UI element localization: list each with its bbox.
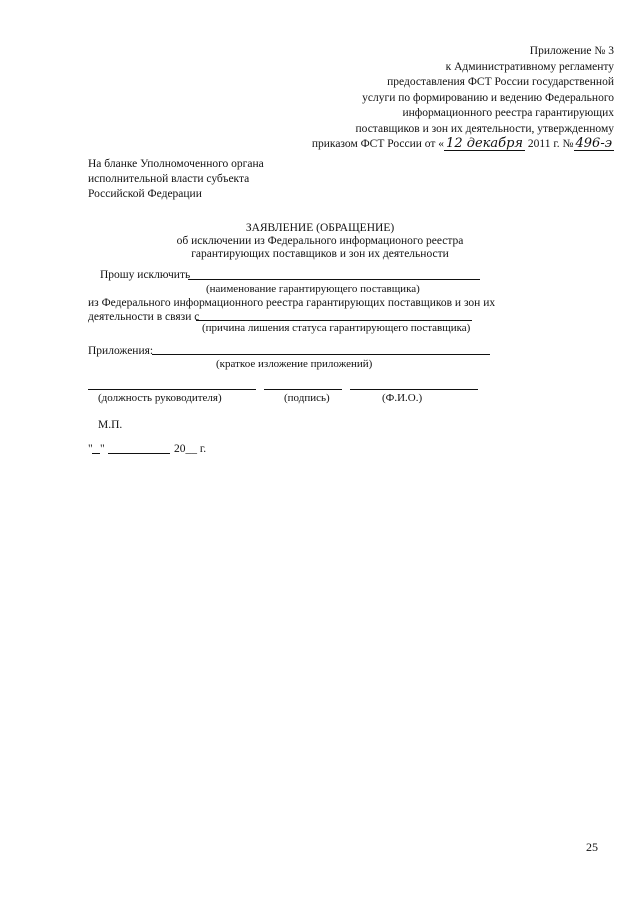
- reason-label: деятельности в связи с: [88, 311, 200, 323]
- stamp-label: М.П.: [98, 419, 123, 431]
- position-caption: (должность руководителя): [98, 392, 222, 404]
- letterhead-line: Российской Федерации: [88, 188, 202, 200]
- order-year: 2011 г. №: [527, 138, 574, 150]
- appendix-line: к Административному регламенту: [445, 60, 614, 73]
- attachments-label: Приложения:: [88, 345, 154, 357]
- appendix-line: предоставления ФСТ России государственной: [387, 76, 614, 88]
- attachments-caption: (краткое изложение приложений): [216, 358, 373, 370]
- letterhead-line: На бланке Уполномоченного органа: [88, 158, 264, 170]
- date-month-field[interactable]: [108, 453, 170, 454]
- appendix-block: [254, 44, 614, 153]
- supplier-name-field[interactable]: [188, 279, 480, 280]
- document-title: [0, 222, 640, 261]
- order-prefix: приказом ФСТ России от «: [311, 138, 445, 150]
- registry-line: из Федерального информационного реестра гарантирующих поставщиков и зон их: [88, 297, 496, 309]
- title-heading: ЗАЯВЛЕНИЕ (ОБРАЩЕНИЕ): [245, 222, 395, 234]
- appendix-line: услуги по формированию и ведению Федерального: [362, 91, 614, 104]
- signature-field[interactable]: [264, 389, 342, 390]
- date-year: 20__ г.: [174, 443, 207, 455]
- letterhead-note: [88, 157, 264, 202]
- attachments-field[interactable]: [152, 354, 490, 355]
- appendix-line: информационного реестра гарантирующих: [402, 107, 614, 119]
- name-field[interactable]: [350, 389, 478, 390]
- request-label: Прошу исключить: [100, 269, 191, 281]
- order-line: [254, 137, 614, 153]
- appendix-line: Приложение № 3: [529, 45, 614, 57]
- handwritten-date: 12 декабря: [446, 136, 524, 151]
- name-caption: (Ф.И.О.): [382, 392, 423, 404]
- title-subtitle: об исключении из Федерального информационого реестра: [176, 235, 464, 247]
- date-quote-close: ": [100, 443, 105, 455]
- appendix-line: поставщиков и зон их деятельности, утвержденному: [355, 122, 614, 135]
- supplier-caption: (наименование гарантирующего поставщика): [206, 283, 420, 295]
- date-quote-open: ": [88, 443, 93, 455]
- letterhead-line: исполнительной власти субъекта: [88, 173, 250, 185]
- reason-field[interactable]: [196, 320, 472, 321]
- title-subtitle: гарантирующих поставщиков и зон их деятельности: [191, 248, 449, 260]
- signature-caption: (подпись): [284, 392, 330, 404]
- date-day-field[interactable]: [92, 453, 100, 454]
- reason-caption: (причина лишения статуса гарантирующего поставщика): [202, 322, 471, 334]
- handwritten-order-number: 496-э: [575, 136, 612, 151]
- page-number: 25: [586, 840, 598, 854]
- position-field[interactable]: [88, 389, 256, 390]
